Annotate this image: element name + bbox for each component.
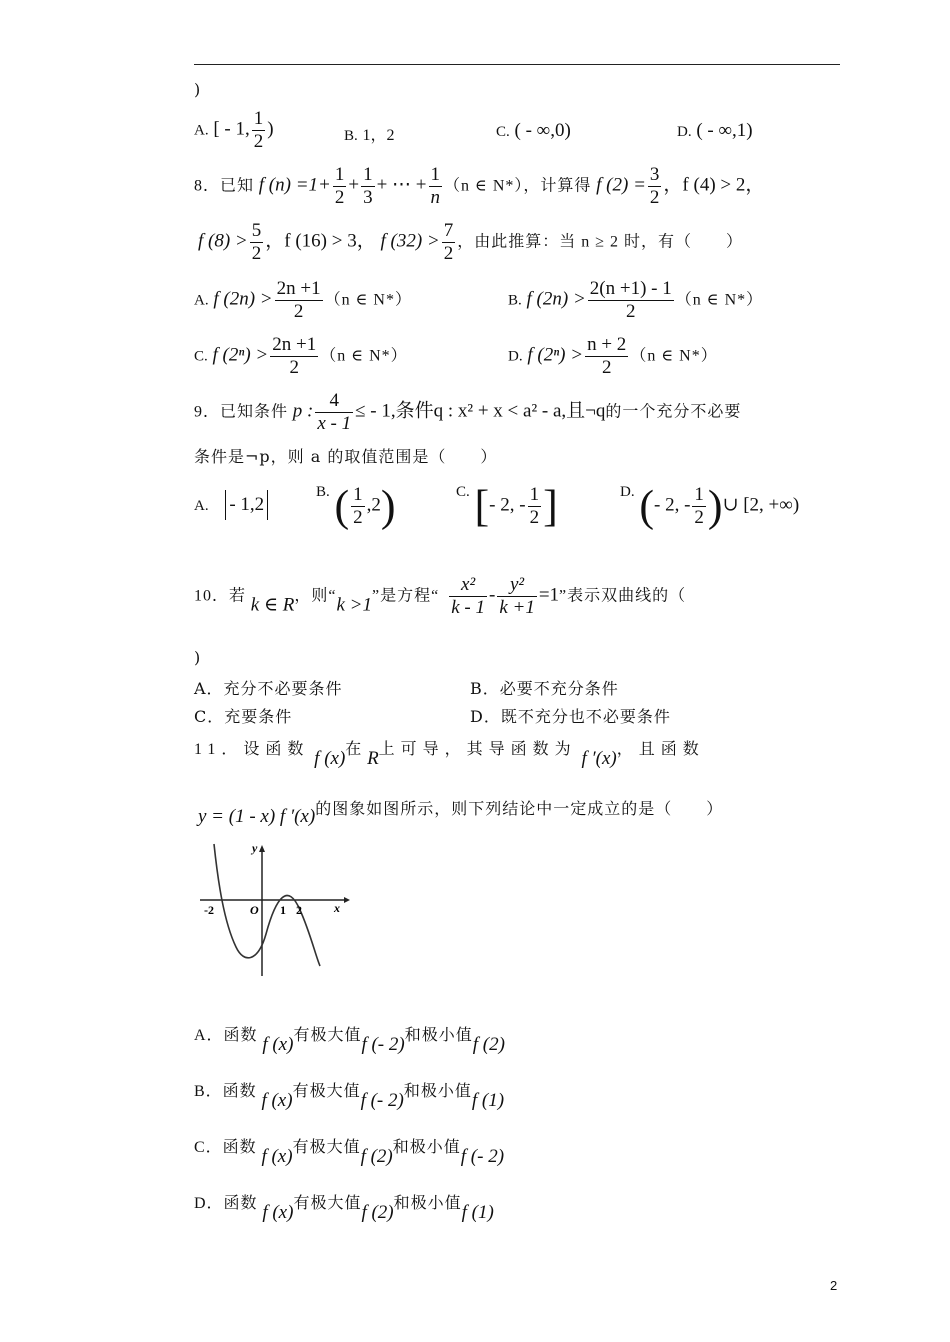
option-label: A.	[194, 498, 209, 514]
option-label: C.	[194, 348, 208, 365]
numerator: 7	[443, 220, 454, 241]
q11-option-b	[194, 1078, 504, 1112]
numerator: x²	[449, 574, 487, 597]
option-min-value: f (2)	[472, 1034, 505, 1055]
denominator: 2	[443, 242, 454, 264]
option-min-text: 和极小值	[404, 1027, 473, 1044]
bracket-open: [	[474, 481, 490, 531]
q7-option-a	[194, 108, 274, 153]
tick-1: 1	[280, 903, 286, 917]
plus: +	[348, 174, 360, 196]
numerator: 1	[529, 484, 540, 505]
option-label: B.	[508, 292, 522, 309]
fraction	[588, 278, 674, 323]
option-label: D.	[620, 484, 635, 500]
option-min-value: f (1)	[461, 1202, 494, 1223]
q10-close: )	[194, 648, 202, 667]
q10-mid1: ，则“	[294, 587, 337, 605]
q11-y-expr: y = (1 - x) f ′(x)	[198, 806, 316, 827]
condition: （n ∈ N*）	[320, 347, 408, 365]
option-label: C.	[456, 484, 470, 500]
numerator: 2n +1	[276, 278, 321, 299]
q11-fpx: f ′(x)	[581, 748, 617, 769]
numerator: 2n +1	[272, 334, 317, 355]
denominator: 2	[293, 300, 304, 322]
q8-f16: ，f (16) > 3，	[265, 230, 376, 252]
paren-open: (	[334, 481, 350, 531]
q7-a-close: )	[267, 118, 274, 140]
q7-b-value: 1，2	[362, 127, 395, 144]
header-rule	[194, 64, 840, 65]
q7-tail: )	[194, 80, 202, 99]
dots: + ⋯ +	[376, 174, 427, 196]
fraction	[270, 334, 318, 379]
option-label: D．函数	[194, 1195, 258, 1212]
q7-a-value: [ - 1,	[213, 118, 250, 140]
q9-option-a	[194, 490, 268, 520]
option-label: A.	[194, 122, 209, 139]
q11-option-c	[194, 1134, 504, 1168]
q11-mid: 上可导，其导函数为	[378, 741, 577, 758]
denominator: 2	[626, 300, 636, 322]
fraction	[429, 164, 443, 209]
denominator: 2	[694, 506, 704, 528]
option-min-text: 和极小值	[392, 1139, 461, 1156]
q10-mid2: ”是方程“	[372, 587, 440, 605]
option-label: D.	[677, 124, 692, 140]
fraction	[449, 574, 487, 619]
option-label: B.	[316, 484, 330, 500]
denominator: n	[430, 186, 440, 208]
denominator: k +1	[499, 596, 535, 618]
q8-option-c	[194, 334, 408, 379]
numerator: 1	[430, 164, 440, 185]
q8-f32: f (32) >	[380, 230, 440, 252]
bracket-close: ]	[543, 481, 558, 531]
q8-f8: f (8) >	[198, 230, 248, 252]
fraction	[497, 574, 537, 619]
fraction	[275, 278, 323, 323]
option-min-value: f (1)	[471, 1090, 505, 1111]
q9-option-b	[316, 481, 396, 531]
q8-condition: （n ∈ N*），计算得	[444, 177, 592, 195]
fraction	[250, 220, 264, 265]
q8-stem	[194, 164, 764, 209]
option-label: C．函数	[194, 1139, 257, 1156]
q9-d-tail: ∪ [2, +∞)	[722, 494, 800, 516]
q10-k: k >1	[336, 594, 372, 616]
fraction	[442, 220, 456, 265]
option-fx: f (x)	[262, 1202, 294, 1223]
numerator: n + 2	[587, 334, 627, 355]
numerator: 4	[315, 390, 353, 413]
denominator: 3	[363, 186, 373, 208]
tick-2: 2	[296, 903, 302, 917]
q11-on: 在	[345, 741, 363, 758]
q9-option-c	[456, 481, 558, 531]
numerator: 1	[253, 108, 264, 129]
q7-d-value: ( - ∞,1)	[696, 120, 753, 141]
condition: （n ∈ N*）	[675, 291, 764, 309]
q11-option-a	[194, 1022, 505, 1056]
denominator: 2	[649, 186, 660, 208]
q10-option-d: D．既不充分也不必要条件	[470, 707, 671, 726]
numerator: 2(n +1) - 1	[589, 278, 672, 299]
q10-option-b: B．必要不充分条件	[470, 679, 619, 698]
q11-graph	[196, 842, 356, 982]
curve	[214, 844, 320, 966]
q11-tail: ，且函数	[616, 741, 705, 758]
q9-b-tail: ,2	[366, 494, 381, 516]
lhs: f (2n) >	[526, 288, 586, 310]
q11-line2: 的图象如图所示，则下列结论中一定成立的是（ ）	[315, 801, 724, 818]
q11-R: R	[367, 748, 379, 769]
numerator: y²	[497, 574, 537, 597]
q10-number: 10．若	[194, 587, 247, 605]
denominator: x - 1	[317, 412, 352, 434]
q10-condition: k ∈ R	[250, 594, 295, 616]
y-axis-arrow	[259, 845, 265, 852]
option-label: B．函数	[194, 1083, 257, 1100]
denominator: 2	[529, 506, 540, 528]
q9-option-d	[620, 481, 800, 531]
q10-stem	[194, 574, 686, 619]
condition: （n ∈ N*）	[324, 291, 412, 309]
denominator: 2	[334, 186, 345, 208]
numerator: 5	[251, 220, 262, 241]
tick-minus-2: -2	[204, 903, 214, 917]
option-fx: f (x)	[261, 1146, 293, 1167]
q8-f2: f (2) =	[596, 174, 646, 196]
option-label: C.	[496, 124, 510, 140]
y-label: y	[252, 842, 258, 855]
fraction	[585, 334, 628, 379]
option-label: A.	[194, 292, 209, 309]
option-min-text: 和极小值	[393, 1195, 462, 1212]
q8-number: 8．已知	[194, 177, 255, 195]
equals: =1	[538, 584, 560, 606]
fraction	[528, 484, 542, 529]
q9-stem	[194, 390, 741, 435]
q8-option-b	[508, 278, 763, 323]
q10-option-c: C．充要条件	[194, 707, 293, 726]
denominator: 2	[353, 506, 363, 528]
denominator: 2	[251, 242, 262, 264]
page-number: 2	[830, 1278, 838, 1293]
q9-a-value: - 1,2	[225, 490, 268, 520]
option-label: D.	[508, 348, 523, 365]
x-axis-arrow	[344, 897, 350, 903]
paren-close: )	[707, 481, 723, 531]
q11-stem	[194, 736, 705, 770]
lhs: f (2ⁿ) >	[212, 344, 269, 366]
option-min-text: 和极小值	[403, 1083, 472, 1100]
fraction	[333, 164, 347, 209]
minus: -	[488, 584, 496, 606]
x-label: x	[334, 901, 340, 915]
fraction	[351, 484, 365, 529]
numerator: 3	[649, 164, 660, 185]
option-max-value: f (2)	[361, 1202, 394, 1223]
condition: （n ∈ N*）	[630, 347, 718, 365]
q9-condition: ≤ - 1,条件q : x² + x < a² - a,且¬q	[355, 400, 606, 422]
option-max-value: f (- 2)	[361, 1034, 405, 1055]
lhs: f (2n) >	[213, 288, 273, 310]
denominator: 2	[289, 356, 299, 378]
q8-f4: ，f (4) > 2，	[663, 174, 765, 196]
paren-open: (	[639, 481, 654, 531]
q8-option-d	[508, 334, 718, 379]
q8-stem-line2	[198, 220, 743, 265]
option-max-text: 有极大值	[292, 1083, 361, 1100]
denominator: 2	[253, 130, 264, 152]
q8-ask: ，由此推算：当 n ≥ 2 时，有（ ）	[457, 233, 744, 251]
q7-option-b	[344, 122, 395, 146]
q9-d-head: - 2, -	[654, 494, 691, 516]
q9-number: 9．已知条件	[194, 403, 289, 421]
q10-tail: ”表示双曲线的（	[559, 587, 687, 605]
q7-c-value: ( - ∞,0)	[514, 120, 571, 141]
q9-c-head: - 2, -	[489, 494, 526, 516]
origin-label: O	[250, 903, 259, 917]
denominator: k - 1	[451, 596, 485, 618]
numerator: 1	[694, 484, 704, 505]
q9-p: p :	[292, 400, 314, 422]
lhs: f (2ⁿ) >	[527, 344, 584, 366]
q11-fx: f (x)	[314, 748, 346, 769]
q7-a-fraction	[252, 108, 266, 153]
option-fx: f (x)	[262, 1034, 294, 1055]
option-min-value: f (- 2)	[460, 1146, 505, 1167]
q9-lead-tail: 的一个充分不必要	[605, 403, 742, 421]
option-max-text: 有极大值	[293, 1195, 362, 1212]
q7-option-d	[677, 120, 753, 142]
option-label: B.	[344, 128, 358, 144]
fraction	[361, 164, 375, 209]
fraction	[692, 484, 706, 529]
q10-option-a: A．充分不必要条件	[194, 679, 343, 698]
q11-stem-line2	[198, 796, 723, 828]
fraction	[648, 164, 662, 209]
q11-option-d	[194, 1190, 494, 1224]
q9-stem-line2: 条件是¬p，则 a 的取值范围是（ ）	[194, 447, 498, 466]
fraction	[315, 390, 353, 435]
option-fx: f (x)	[261, 1090, 293, 1111]
paren-close: )	[380, 481, 396, 531]
denominator: 2	[601, 356, 612, 378]
q8-fn: f (n) =1+	[258, 174, 331, 196]
option-max-value: f (- 2)	[360, 1090, 404, 1111]
numerator: 1	[363, 164, 373, 185]
q11-number: 11．设函数	[194, 741, 310, 758]
option-max-value: f (2)	[360, 1146, 393, 1167]
numerator: 1	[334, 164, 345, 185]
option-label: A．函数	[194, 1027, 258, 1044]
q8-option-a	[194, 278, 412, 323]
option-max-text: 有极大值	[293, 1027, 362, 1044]
q7-option-c	[496, 120, 571, 142]
option-max-text: 有极大值	[292, 1139, 361, 1156]
numerator: 1	[353, 484, 363, 505]
